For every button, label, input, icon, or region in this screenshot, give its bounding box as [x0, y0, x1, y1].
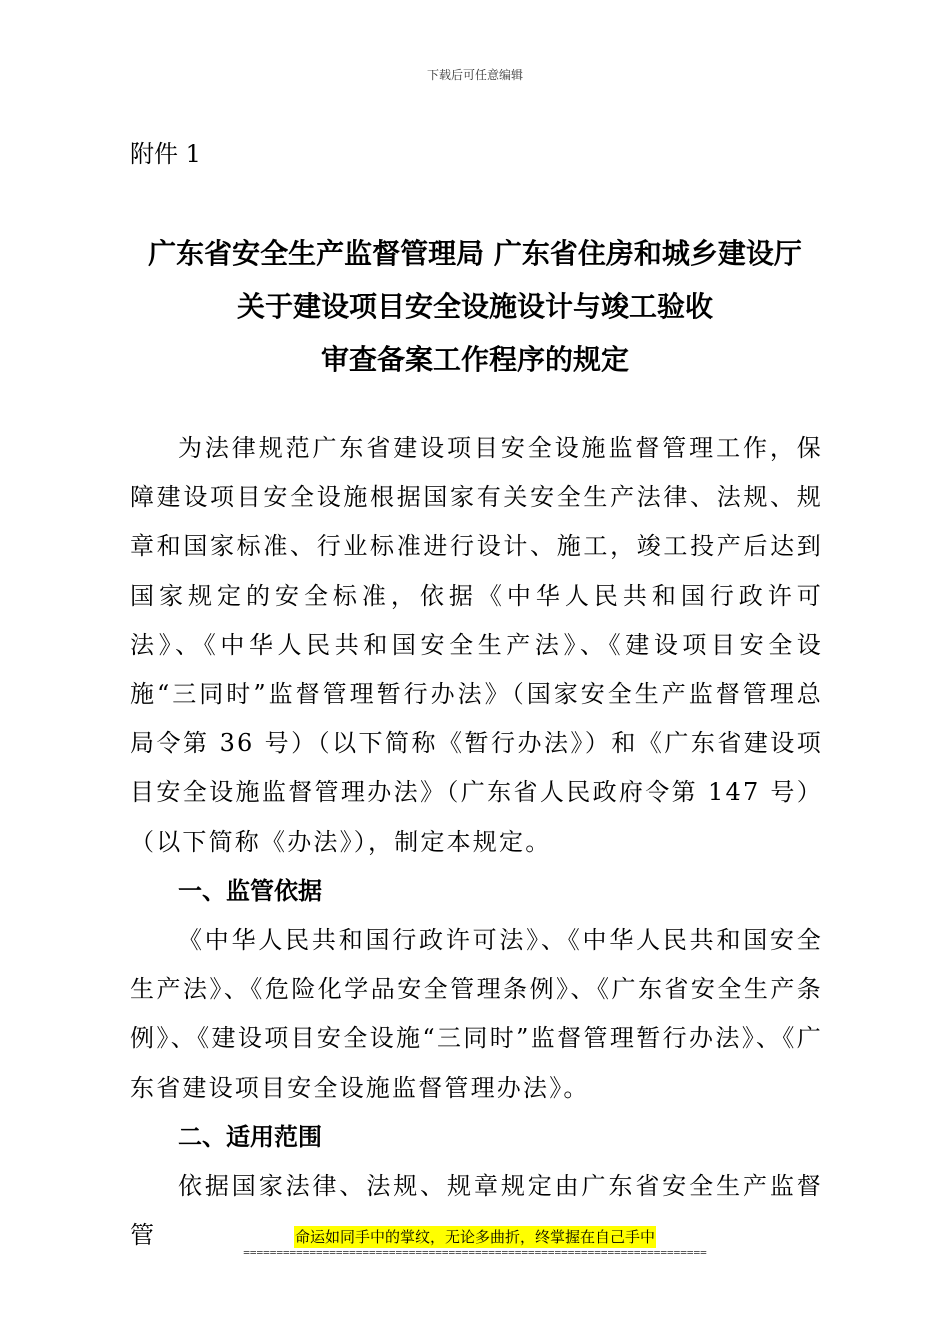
title-line-3: 审查备案工作程序的规定 [320, 343, 629, 376]
document-title [0, 227, 950, 386]
footer-divider: ====================================================================== [243, 1246, 707, 1259]
title-line-1: 广东省安全生产监督管理局 广东省住房和城乡建设厅 [148, 237, 802, 270]
footer-motto-text: 命运如同手中的掌纹，无论多曲折，终掌握在自己手中 [294, 1228, 655, 1246]
document-body [130, 424, 823, 1260]
attachment-label: 附件 1 [130, 140, 201, 168]
footer-motto [0, 1226, 950, 1248]
section-text-basis: 《中华人民共和国行政许可法》、《中华人民共和国安全生产法》、《危险化学品安全管理条例》、《广东省安全生产条例》、《建设项目安全设施“三同时”监督管理暂行办法》、《广东省建设项目安全设施监督管理办法》。 [130, 926, 823, 1102]
section-heading-scope: 二、适用范围 [178, 1122, 322, 1151]
section-text-scope: 依据国家法律、法规、规章规定由广东省安全生产监督管 [130, 1172, 823, 1250]
intro-paragraph: 为法律规范广东省建设项目安全设施监督管理工作，保障建设项目安全设施根据国家有关安全生产法律、法规、规章和国家标准、行业标准进行设计、施工，竣工投产后达到国家规定的安全标准，依据《中华人民共和国行政许可法》、《中华人民共和国安全生产法》、《建设项目安全设施“三同时”监督管理暂行办法》（国家安全生产监督管理总局令第 36 号）（以下简称《暂行办法》）和《广东省建设项目安全设施监督管理办法》（广东省人民政府令第 147 号）（以下简称《办法》），制定本规定。 [130, 434, 823, 856]
title-line-2: 关于建设项目安全设施设计与竣工验收 [236, 290, 713, 323]
section-heading-basis: 一、监管依据 [178, 876, 322, 905]
page-header-note: 下载后可任意编辑 [426, 68, 523, 82]
